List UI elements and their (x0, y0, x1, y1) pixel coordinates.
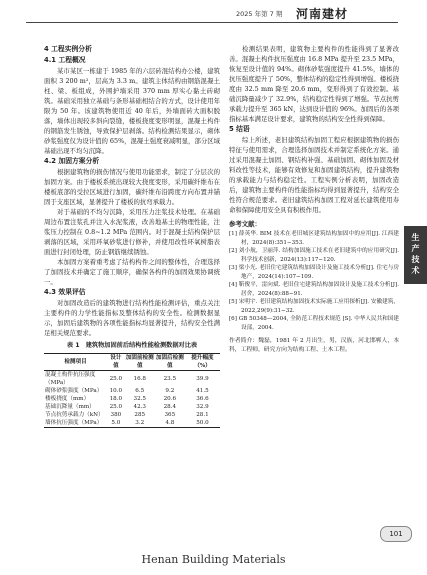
paragraph: 对于基础的不均匀沉降，采用压力注浆技术处理。在基础周边布置注浆孔并注入水泥浆液，改善地基土的物理性能，注浆压力控制在 0.8~1.2 MPa 范围内。对于混凝土结构保护层剥落的区域，采用环氧砂浆进行修补，并使用改性环氧树脂表面进行封闭处理，防止钢筋继续锈蚀。 (44, 208, 220, 256)
header-journal-title: 河南建材 (296, 7, 349, 21)
table-cell: 16.8 (133, 376, 146, 382)
table-cell: 9.2 (165, 388, 175, 394)
footer-journal-name: Henan Building Materials (141, 553, 286, 566)
right-column (229, 44, 399, 355)
table-header: 检测项目 (44, 354, 107, 371)
table-row (44, 411, 220, 419)
table-cell: 混凝土构件抗压强度（MPa） (45, 372, 96, 386)
table-header: 加固前检测值 (125, 355, 154, 369)
table-cell: 砌体砂浆强度（MPa） (45, 388, 103, 394)
table-title: 表 1 建筑物加固前后结构性能检测数据对比表 (66, 342, 198, 349)
table-cell: 基础沉降量（mm） (45, 404, 95, 410)
table-cell: 32.5 (133, 396, 146, 402)
table-cell: 楼板挠度（mm） (45, 396, 90, 402)
table-cell: 20.6 (163, 396, 177, 402)
author-bio: 作者简介：魏磊，1981 年 2 月出生，男，汉族，河北邯郸人，本科，工程师，研究方向为结构工程、土木工程。 (229, 338, 399, 353)
table-cell: 25.0 (109, 404, 123, 410)
table-cell: 41.5 (196, 388, 209, 394)
paragraph: 某市某区一栋建于 1985 年的六层砖混结构办公楼，建筑面积 3 200 m²，层高为 3.3 m。建筑主体结构由钢筋混凝土柱、梁、板组成，外围护墙采用 370 mm 厚实心黏土砖砌筑。基础采用独立基础与条形基础相结合的方式，设计使用年限为 50 年。该建筑物使用近 40 年后，外墙面砖大面积脱落，墙体出现较多斜向裂缝，楼板挠度变形明显，混凝土构件的钢筋发生锈蚀，导致保护层剥落。结构检测结果显示，砌体砂浆强度仅为设计值的 65%，混凝土强度衰减明显，部分区域基础出现不均匀沉降。 (44, 67, 221, 155)
table-cell: 25.0 (109, 376, 123, 382)
section-heading-4-2: 4.2 加固方案分析 (44, 157, 100, 165)
table-cell: 3.2 (125, 419, 155, 428)
section-heading-4: 4 工程实例分析 (44, 45, 92, 53)
reference-item: [4] 靳俊平，雷向斌. 老旧住宅建筑结构加固设计及施工技术分析[J]. 居舍，2024(8):88−91. (229, 282, 399, 297)
data-table (44, 353, 220, 428)
page-number: 101 (380, 526, 412, 542)
table-header: 设计值 (107, 354, 125, 371)
table-cell: 28.4 (163, 404, 177, 410)
table-row (44, 419, 220, 428)
table-cell: 节点抗剪承载力（kN） (45, 412, 104, 418)
table-cell: 10.0 (109, 388, 123, 394)
table-cell: 6.5 (135, 388, 145, 394)
paragraph: 根据建筑物的损伤情况与使用功能需求，制定了分层次的加固方案。由于楼板系统出现较大挠度变形，采用碳纤维布在楼板底部的受拉区域进行加固，碳纤维布沿跨度方向布置并锚固于支座区域，显著提升了楼板的抗弯承载力。 (44, 168, 220, 206)
table-cell: 365 (164, 412, 176, 418)
table-cell: 28.1 (196, 412, 209, 418)
left-column (44, 44, 220, 428)
table-cell: 32.9 (196, 404, 209, 410)
reference-item: [2] 刘小航，卫丽萍. 结构加固施工技术在老旧建筑中的应用研究[J]. 科学技术创新，2024(13):117−120. (229, 248, 399, 263)
section-heading-5: 5 结语 (229, 125, 250, 133)
reference-item: [6] GB 50348—2004, 全防范工程技术规范 [S]. 中华人民共和国建设部，2004. (229, 316, 399, 331)
section-heading-4-1: 4.1 工程概况 (44, 56, 86, 64)
reference-item: [5] 宋明宇. 老旧建筑结构加固技术实际施工应用探析[J]. 安徽建筑，2022,29(9):31−32. (229, 299, 399, 314)
paragraph: 综上所述，老旧建筑结构加固工程应根据建筑物的损伤特征与使用需求，合理选择加固技术并制定系统化方案。通过采用混凝土加固、钢结构补强、基础加固、砌体加固及材料改性等技术，能够有效修复和加固建筑结构，提升建筑物的承载能力与结构稳定性。工程实例分析表明，加固改造后，建筑物主要构件的性能指标均得到显著提升，结构安全性符合规范要求。老旧建筑结构加固工程对延长建筑使用寿命和保障使用安全具有积极作用。 (229, 136, 399, 214)
section-heading-4-3: 4.3 效果评估 (44, 288, 86, 296)
table-header: 加固后检测值 (155, 355, 184, 369)
reference-item: [3] 梁小光. 老旧住宅建筑结构加固设计及施工技术分析[J]. 住宅与房地产，2024(14):107−109. (229, 265, 399, 280)
header-rule (26, 22, 398, 23)
paragraph: 本加固方案着重考虑了结构构件之间的整体性，合理选择了加固技术并确定了施工顺序，确保各构件的加固效果协调统一。 (44, 258, 220, 286)
paragraph: 检测结果表明，建筑物主要构件的性能得到了显著改善。混凝土构件抗压强度由 16.8 MPa 提升至 23.5 MPa，恢复至设计值的 94%。砌体砂浆强度提升 41.5%，墙体的抗压强度提升了 50%，整体结构的稳定性得到增强。楼板挠度由 32.5 mm 降至 20.6 mm，变形得到了有效控制。基础沉降量减少了 32.9%，结构稳定性得到了增强。节点抗剪承载力提升至 365 kN，达到设计值的 96%。加固后的各项指标基本满足设计要求，建筑物的结构安全性得到保障。 (229, 45, 399, 123)
table-cell: 5.0 (107, 419, 125, 428)
table-cell: 380 (110, 412, 122, 418)
table-cell: 285 (134, 412, 146, 418)
table-row (44, 403, 220, 411)
references-title: 参考文献： (229, 220, 261, 228)
header-issue: 2025 年第 7 期 (236, 10, 283, 18)
table-row (44, 387, 220, 395)
paragraph: 对加固改造后的建筑物进行结构性能检测评估，重点关注主要构件的力学性能指标及整体结构的安全性。检测数据显示，加固后建筑物的各项性能指标均显著提升，结构安全性满足相关规范要求。 (44, 299, 220, 337)
table-row (44, 371, 220, 388)
table-cell: 墙体抗压强度（MPa） (44, 419, 107, 428)
section-side-tab: 生产技术 (404, 226, 427, 284)
table-cell: 39.9 (196, 376, 209, 382)
table-cell: 42.3 (133, 404, 146, 410)
table-row (44, 395, 220, 403)
table-cell: 23.5 (163, 376, 177, 382)
table-cell: 36.6 (196, 396, 209, 402)
reference-item: [1] 薛英华. BIM 技术在老旧城区建筑结构加固中的应用[J]. 江西建材，2024(8):351−353. (229, 231, 399, 246)
table-header: 提升幅度（%） (185, 354, 220, 371)
table-cell: 4.8 (155, 419, 185, 428)
table-cell: 50.0 (185, 419, 220, 428)
table-cell: 18.0 (109, 396, 123, 402)
